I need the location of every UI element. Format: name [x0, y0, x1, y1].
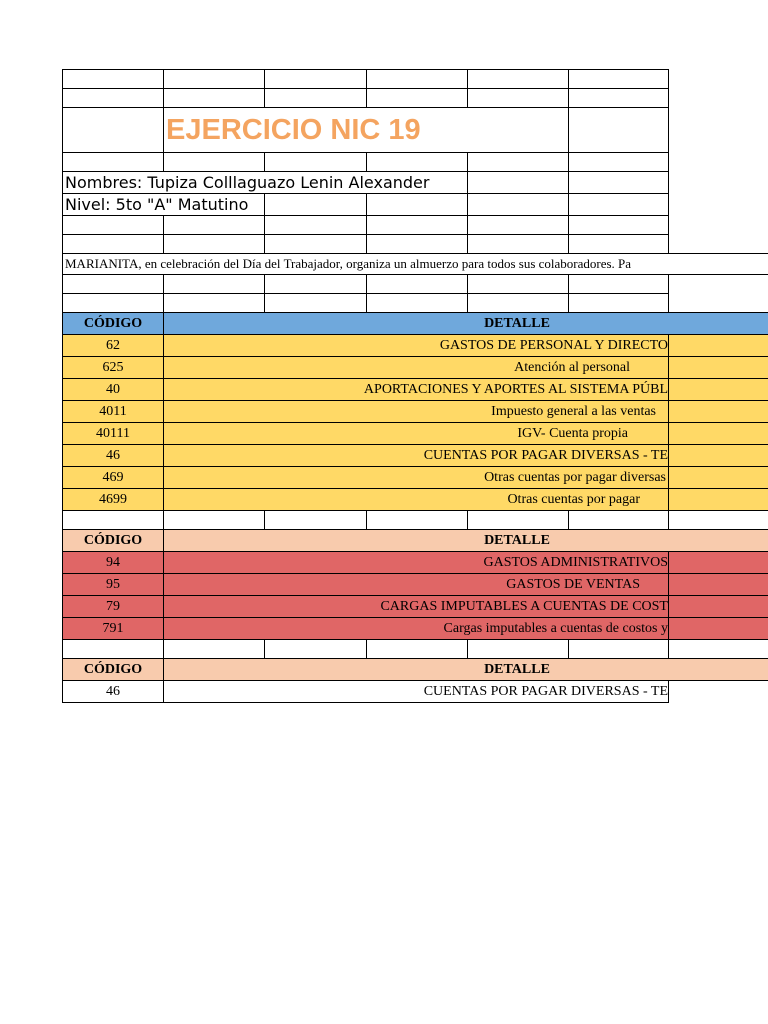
account-detail[interactable]: Cargas imputables a cuentas de costos y — [164, 618, 669, 640]
account-code[interactable]: 40111 — [63, 423, 164, 445]
table-row — [63, 467, 768, 489]
account-detail[interactable]: GASTOS DE PERSONAL Y DIRECTO — [164, 335, 669, 357]
account-code[interactable]: 791 — [63, 618, 164, 640]
account-detail[interactable]: Otras cuentas por pagar diversas — [164, 467, 669, 489]
account-code[interactable]: 46 — [63, 445, 164, 467]
account-detail[interactable]: Atención al personal — [164, 357, 669, 379]
empty-row — [63, 89, 768, 108]
account-detail[interactable]: CARGAS IMPUTABLES A CUENTAS DE COST — [164, 596, 669, 618]
account-code[interactable]: 4699 — [63, 489, 164, 511]
account-detail[interactable]: APORTACIONES Y APORTES AL SISTEMA PÚBL — [164, 379, 669, 401]
table-row — [63, 596, 768, 618]
account-detail[interactable]: GASTOS ADMINISTRATIVOS — [164, 552, 669, 574]
account-detail[interactable]: CUENTAS POR PAGAR DIVERSAS - TE — [164, 445, 669, 467]
exercise-statement: MARIANITA, en celebración del Día del Trabajador, organiza un almuerzo para todos sus colaboradores. Pa — [63, 254, 768, 275]
account-detail[interactable]: CUENTAS POR PAGAR DIVERSAS - TE — [164, 681, 669, 703]
account-code[interactable]: 94 — [63, 552, 164, 574]
code-column-header: CÓDIGO — [63, 659, 164, 681]
table3-header-row — [63, 659, 768, 681]
table-row — [63, 445, 768, 467]
table-row — [63, 489, 768, 511]
account-code[interactable]: 46 — [63, 681, 164, 703]
empty-row — [63, 235, 768, 254]
spreadsheet — [62, 69, 768, 703]
student-names: Nombres: Tupiza Colllaguazo Lenin Alexander — [63, 172, 468, 194]
account-detail[interactable]: Otras cuentas por pagar — [164, 489, 669, 511]
table-row — [63, 335, 768, 357]
table-row — [63, 552, 768, 574]
worksheet-grid — [62, 69, 768, 703]
sheet-title: EJERCICIO NIC 19 — [164, 108, 569, 153]
code-column-header: CÓDIGO — [63, 530, 164, 552]
account-code[interactable]: 4011 — [63, 401, 164, 423]
empty-row — [63, 275, 768, 294]
account-code[interactable]: 79 — [63, 596, 164, 618]
detail-column-header: DETALLE — [164, 530, 768, 552]
account-code[interactable]: 62 — [63, 335, 164, 357]
table2-header-row — [63, 530, 768, 552]
account-detail[interactable]: IGV- Cuenta propia — [164, 423, 669, 445]
account-detail[interactable]: GASTOS DE VENTAS — [164, 574, 669, 596]
account-code[interactable]: 40 — [63, 379, 164, 401]
student-level-row — [63, 194, 768, 216]
empty-row — [63, 153, 768, 172]
account-code[interactable]: 469 — [63, 467, 164, 489]
student-level: Nivel: 5to "A" Matutino — [63, 194, 265, 216]
table-row — [63, 401, 768, 423]
table-row — [63, 574, 768, 596]
account-code[interactable]: 95 — [63, 574, 164, 596]
statement-row — [63, 254, 768, 275]
table-row — [63, 357, 768, 379]
table-row — [63, 618, 768, 640]
student-name-row — [63, 172, 768, 194]
table-row — [63, 681, 768, 703]
empty-row — [63, 216, 768, 235]
empty-row — [63, 511, 768, 530]
empty-row — [63, 640, 768, 659]
table-row — [63, 379, 768, 401]
table-row — [63, 423, 768, 445]
account-detail[interactable]: Impuesto general a las ventas — [164, 401, 669, 423]
empty-row — [63, 70, 768, 89]
detail-column-header: DETALLE — [164, 313, 768, 335]
empty-row — [63, 294, 768, 313]
code-column-header: CÓDIGO — [63, 313, 164, 335]
detail-column-header: DETALLE — [164, 659, 768, 681]
account-code[interactable]: 625 — [63, 357, 164, 379]
title-row — [63, 108, 768, 153]
table1-header-row — [63, 313, 768, 335]
